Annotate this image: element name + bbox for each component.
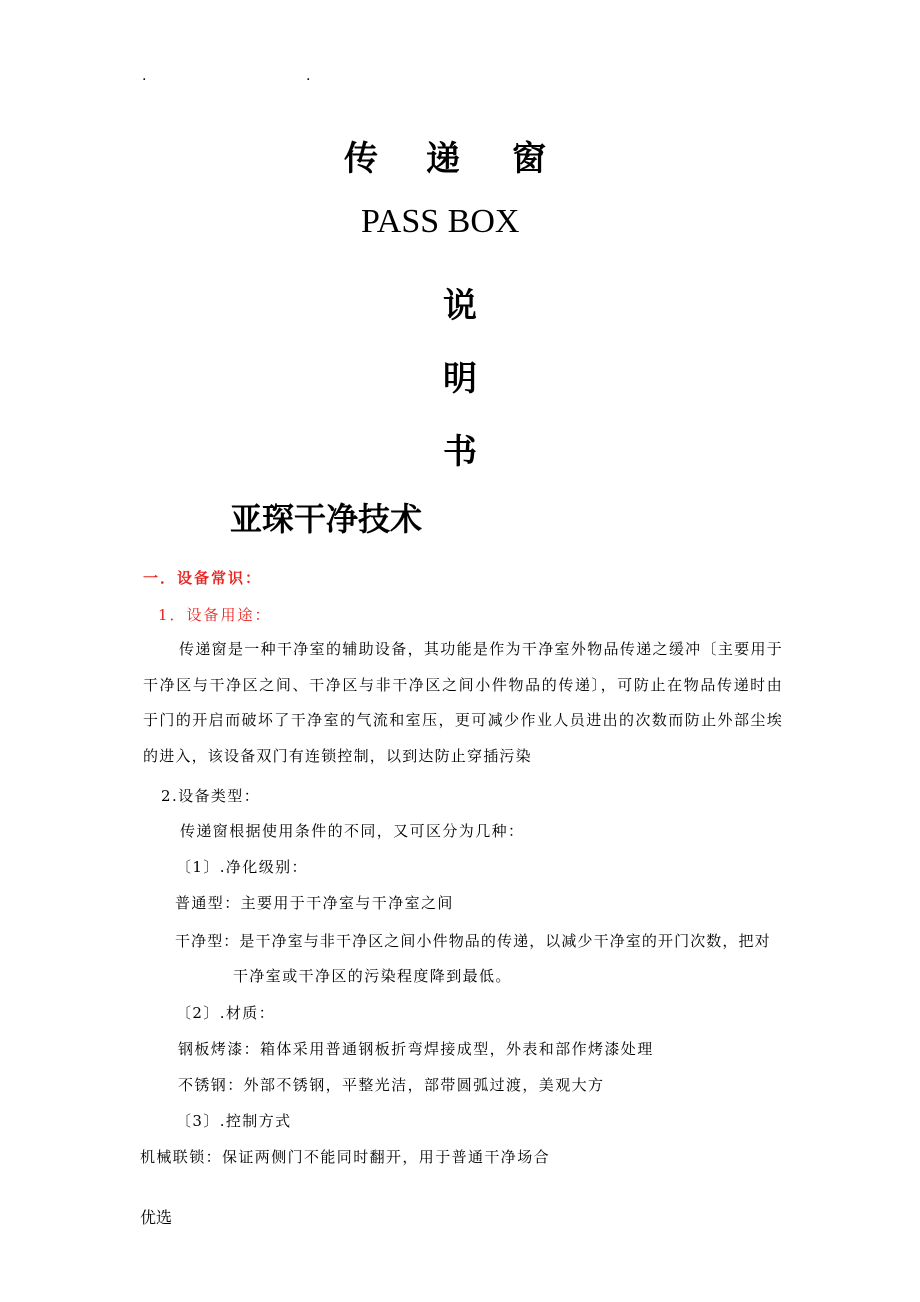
item2-heading: 2.设备类型： xyxy=(161,787,261,805)
company-name: 亚琛干净技术 xyxy=(230,500,423,538)
footer-label: 优选 xyxy=(140,1208,173,1227)
item1-heading: 1．设备用途： xyxy=(158,606,272,624)
title-english: PASS BOX xyxy=(361,203,520,240)
title-char-chuan: 传 xyxy=(344,139,378,179)
category3-line1: 机械联锁：保证两侧门不能同时翻开，用于普通干净场合 xyxy=(140,1148,551,1166)
category1-line2b: 干净室或干净区的污染程度降到最低。 xyxy=(233,967,512,985)
category1-line1: 普通型：主要用于干净室与干净室之间 xyxy=(175,894,454,912)
category2-line1: 钢板烤漆：箱体采用普通钢板折弯焊接成型，外表和部作烤漆处理 xyxy=(178,1040,654,1058)
title-char-chuang: 窗 xyxy=(512,139,546,179)
title-char-shuo: 说 xyxy=(443,286,477,326)
category1-line2a: 干净型：是干净室与非干净区之间小件物品的传递，以减少干净室的开门次数，把对 xyxy=(175,932,771,950)
item1-paragraph: 传递窗是一种干净室的辅助设备，其功能是作为干净室外物品传递之缓冲〔主要用于干净区与干净区之间、干净区与非干净区之间小件物品的传递〕，可防止在物品传递时由于门的开启而破坏了干净室的气流和室压，更可减少作业人员进出的次数而防止外部尘埃的进入，该设备双门有连锁控制，以到达防止穿插污染 xyxy=(143,640,783,765)
item2-intro: 传递窗根据使用条件的不同，又可区分为几种： xyxy=(180,822,525,840)
header-dot-right: . xyxy=(306,68,311,84)
title-char-shu: 书 xyxy=(443,432,477,472)
category2-heading: 〔2〕.材质： xyxy=(176,1004,276,1022)
category3-heading: 〔3〕.控制方式 xyxy=(176,1112,292,1130)
section-heading: 一．设备常识： xyxy=(143,569,263,587)
header-dot-left: . xyxy=(142,68,147,84)
category2-line2: 不锈钢：外部不锈钢，平整光洁，部带圆弧过渡，美观大方 xyxy=(178,1076,605,1094)
title-char-di: 递 xyxy=(426,139,460,179)
category1-heading: 〔1〕.净化级别： xyxy=(176,858,308,876)
title-char-ming: 明 xyxy=(443,359,477,399)
